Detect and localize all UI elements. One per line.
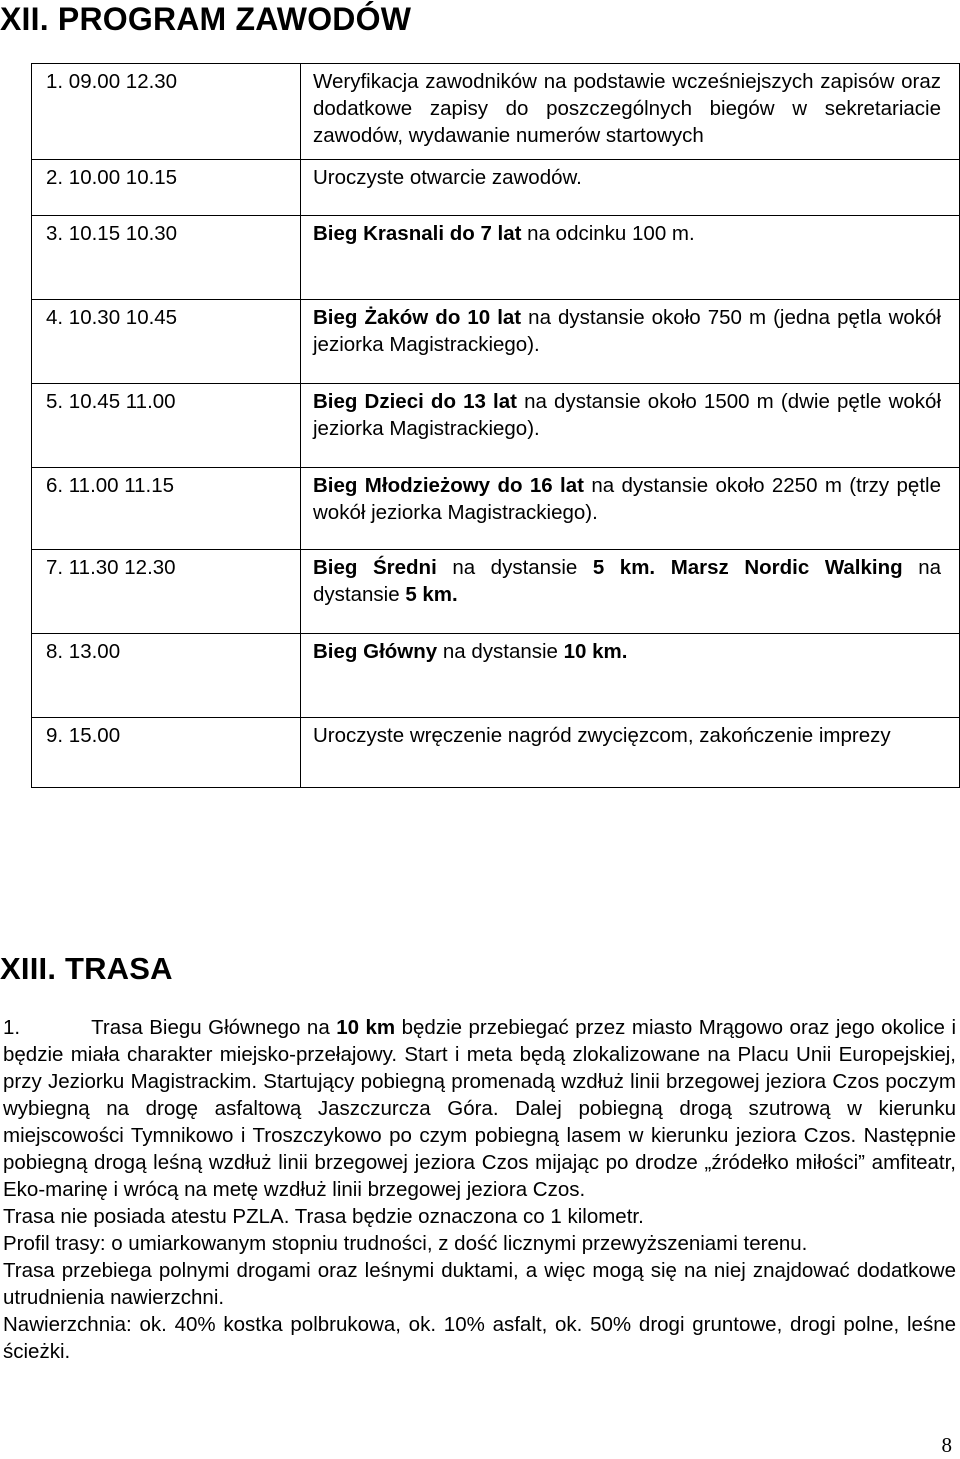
event-detail: na dystansie	[436, 556, 593, 579]
route-distance: 10 km	[336, 1016, 396, 1039]
schedule-description	[301, 216, 960, 300]
event-name: Bieg Średni	[313, 556, 437, 579]
event-name: 5 km.	[592, 556, 656, 579]
event-detail: Uroczyste otwarcie zawodów.	[313, 166, 582, 189]
schedule-row	[32, 64, 960, 160]
event-detail: na odcinku 100 m.	[521, 222, 695, 245]
route-attestation: Trasa nie posiada atestu PZLA. Trasa będzie oznaczona co 1 kilometr.	[3, 1205, 644, 1228]
route-description	[3, 1014, 956, 1365]
schedule-row	[32, 634, 960, 718]
event-name: Bieg Młodzieżowy do 16 lat	[313, 474, 584, 497]
schedule-description	[301, 550, 960, 634]
schedule-description	[301, 160, 960, 216]
event-name: Bieg Główny	[313, 640, 438, 663]
event-detail: Weryfikacja zawodników na podstawie wcześniejszych zapisów oraz dodatkowe zapisy do poszczególnych biegów w sekretariacie zawodów, wydawanie numerów startowych	[313, 70, 941, 147]
event-name: Bieg Żaków do 10 lat	[313, 306, 522, 329]
event-detail: na dystansie około 750 m (jedna pętla wokół jeziorka Magistrackiego).	[313, 306, 941, 356]
schedule-time: 1. 09.00 12.30	[32, 64, 301, 160]
event-name: Bieg Krasnali do 7 lat	[313, 222, 522, 245]
schedule-time: 5. 10.45 11.00	[32, 384, 301, 468]
event-name: Bieg Dzieci do 13 lat	[313, 390, 517, 413]
schedule-time: 9. 15.00	[32, 718, 301, 788]
schedule-row	[32, 300, 960, 384]
route-paragraph-number: 1.	[3, 1016, 21, 1039]
event-detail: Uroczyste wręczenie nagród zwycięzcom, zakończenie imprezy	[313, 724, 891, 747]
route-terrain: Trasa przebiega polnymi drogami oraz leśnymi duktami, a więc mogą się na niej znajdować dodatkowe utrudnienia nawierzchni.	[3, 1259, 956, 1309]
route-surface: Nawierzchnia: ok. 40% kostka polbrukowa, ok. 10% asfalt, ok. 50% drogi gruntowe, drogi polne, leśne ścieżki.	[3, 1313, 956, 1363]
schedule-time: 4. 10.30 10.45	[32, 300, 301, 384]
event-detail: na dystansie około 1500 m (dwie pętle wokół jeziorka Magistrackiego).	[313, 390, 941, 440]
schedule-description	[301, 384, 960, 468]
schedule-row	[32, 550, 960, 634]
schedule-row	[32, 216, 960, 300]
schedule-time: 8. 13.00	[32, 634, 301, 718]
event-detail: na dystansie	[437, 640, 564, 663]
schedule-body	[32, 64, 960, 788]
schedule-description	[301, 300, 960, 384]
event-detail: na dystansie około 2250 m (trzy pętle wokół jeziorka Magistrackiego).	[313, 474, 941, 524]
schedule-time: 6. 11.00 11.15	[32, 468, 301, 550]
schedule-row	[32, 384, 960, 468]
event-detail	[655, 556, 671, 579]
section-title-trasa: XIII. TRASA	[0, 951, 173, 986]
schedule-description	[301, 468, 960, 550]
page-number: 8	[941, 1433, 952, 1457]
event-detail: na dystansie	[313, 556, 942, 606]
schedule-time: 7. 11.30 12.30	[32, 550, 301, 634]
schedule-time: 2. 10.00 10.15	[32, 160, 301, 216]
section-title-program: XII. PROGRAM ZAWODÓW	[0, 1, 412, 37]
event-name: Marsz Nordic Walking	[670, 556, 903, 579]
schedule-time: 3. 10.15 10.30	[32, 216, 301, 300]
schedule-description	[301, 718, 960, 788]
schedule-row	[32, 468, 960, 550]
event-name: 10 km.	[563, 640, 628, 663]
route-paragraph-1: 1. Trasa Biegu Głównego na 10 km będzie przebiegać przez miasto Mrągowo oraz jego okolice i będzie miała charakter miejsko-przełajowy. Start i meta będą zlokalizowane na Placu Unii Europejskiej, przy Jeziorku Magistrackim. Startujący pobiegną promenadą wzdłuż linii brzegowej jeziora Czos poczym wybiegną na drogę asfaltową Jaszczurcza Góra. Dalej pobiegną drogą szutrową w kierunku miejscowości Tymnikowo i Troszczykowo po czym pobiegną lasem w kierunku jeziora Czos. Następnie pobiegną drogą leśną wzdłuż linii brzegowej jeziora Czos mijając po drodze „źródełko miłości” amfiteatr, Eko-marinę i wrócą na metę wzdłuż linii brzegowej jeziora Czos.	[3, 1016, 956, 1201]
schedule-row	[32, 718, 960, 788]
schedule-table	[31, 63, 960, 788]
schedule-description	[301, 634, 960, 718]
route-profile: Profil trasy: o umiarkowanym stopniu trudności, z dość licznymi przewyższeniami terenu.	[3, 1232, 808, 1255]
schedule-description	[301, 64, 960, 160]
schedule-row	[32, 160, 960, 216]
event-name: 5 km.	[405, 583, 458, 606]
